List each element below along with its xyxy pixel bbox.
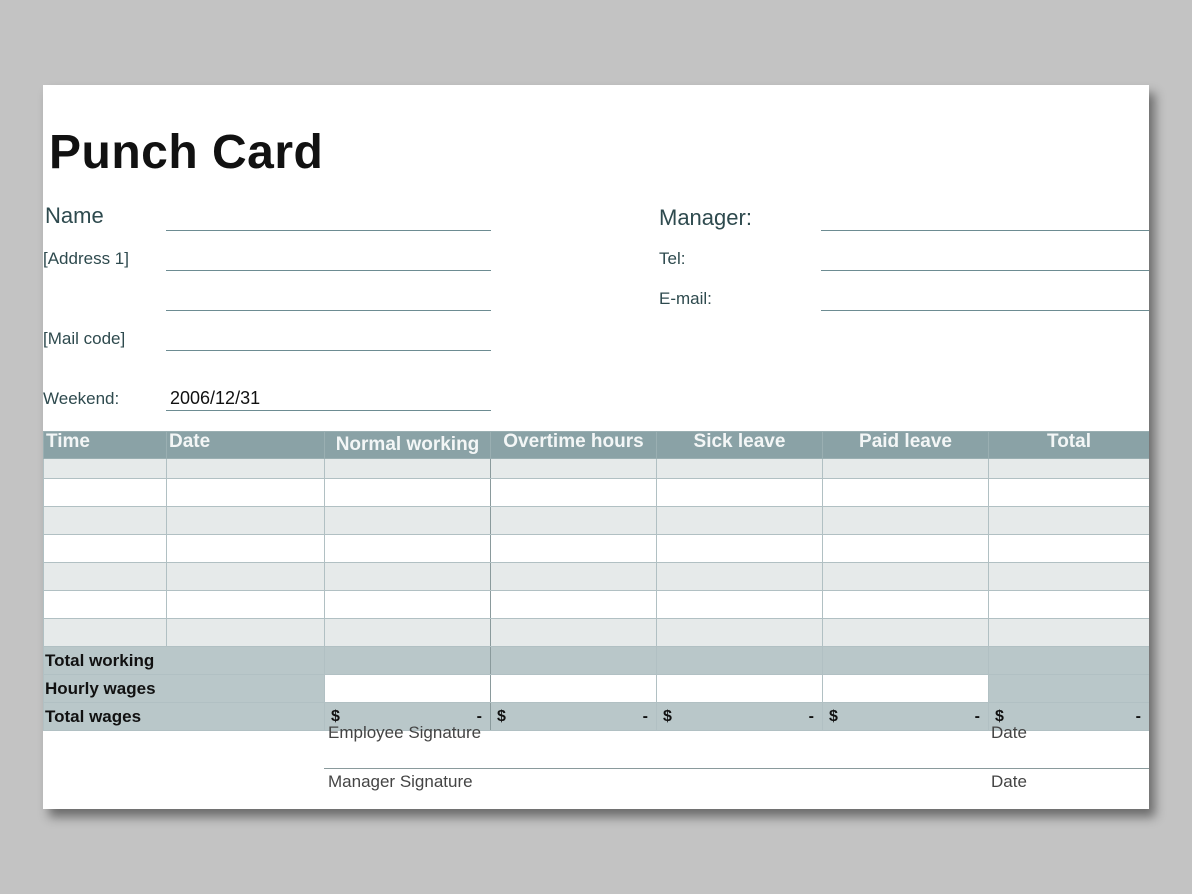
table-cell[interactable] — [325, 563, 491, 591]
weekend-field-line — [166, 410, 491, 411]
email-field[interactable] — [821, 310, 1149, 311]
table-cell[interactable] — [989, 535, 1150, 563]
manager-signature-label: Manager Signature — [328, 772, 473, 791]
total-wages-row — [44, 703, 1150, 731]
col-header-total: Total — [989, 432, 1150, 459]
table-cell[interactable] — [491, 619, 657, 647]
table-cell[interactable] — [325, 479, 491, 507]
table-cell[interactable] — [823, 535, 989, 563]
total-wages-paid — [823, 703, 989, 731]
total-wages-sick — [657, 703, 823, 731]
table-cell[interactable] — [823, 591, 989, 619]
table-cell[interactable] — [657, 619, 823, 647]
manager-signature-date-label: Date — [991, 772, 1027, 791]
table-cell[interactable] — [325, 507, 491, 535]
table-row — [44, 507, 1150, 535]
punch-table — [43, 431, 1149, 731]
tel-field[interactable] — [821, 270, 1149, 271]
currency-symbol: $ — [497, 707, 506, 725]
punch-card-sheet — [43, 85, 1149, 809]
tel-label: Tel: — [659, 249, 686, 268]
table-cell[interactable] — [491, 563, 657, 591]
table-cell[interactable] — [44, 563, 167, 591]
weekend-label: Weekend: — [43, 389, 120, 408]
address1-label: [Address 1] — [43, 249, 129, 268]
hourly-wages-sick[interactable] — [657, 675, 823, 703]
table-cell[interactable] — [491, 535, 657, 563]
amount-value: - — [1135, 707, 1141, 725]
total-wages-overtime — [491, 703, 657, 731]
email-label: E-mail: — [659, 289, 712, 308]
table-row — [44, 459, 1150, 479]
col-header-sick-leave: Sick leave — [657, 432, 823, 459]
table-cell[interactable] — [167, 479, 325, 507]
col-header-date: Date — [167, 432, 325, 459]
table-cell[interactable] — [989, 507, 1150, 535]
table-cell[interactable] — [989, 619, 1150, 647]
amount-value: - — [476, 707, 482, 725]
table-cell[interactable] — [325, 459, 491, 479]
address1-field[interactable] — [166, 270, 491, 271]
total-working-overtime — [491, 647, 657, 675]
total-working-normal — [325, 647, 491, 675]
total-working-paid — [823, 647, 989, 675]
table-cell[interactable] — [657, 459, 823, 479]
table-cell[interactable] — [44, 591, 167, 619]
table-cell[interactable] — [167, 507, 325, 535]
table-cell[interactable] — [823, 563, 989, 591]
amount-value: - — [808, 707, 814, 725]
table-row — [44, 535, 1150, 563]
hourly-wages-total — [989, 675, 1150, 703]
total-working-row — [44, 647, 1150, 675]
hourly-wages-row — [44, 675, 1150, 703]
mailcode-field[interactable] — [166, 350, 491, 351]
currency-symbol: $ — [829, 707, 838, 725]
table-cell[interactable] — [657, 591, 823, 619]
amount-value: - — [642, 707, 648, 725]
col-header-time: Time — [44, 432, 167, 459]
employee-signature-date-label: Date — [991, 723, 1027, 742]
table-cell[interactable] — [657, 535, 823, 563]
currency-symbol: $ — [331, 707, 340, 725]
weekend-value[interactable]: 2006/12/31 — [170, 388, 261, 408]
table-cell[interactable] — [44, 507, 167, 535]
table-cell[interactable] — [44, 459, 167, 479]
manager-field[interactable] — [821, 230, 1149, 231]
table-cell[interactable] — [657, 479, 823, 507]
table-cell[interactable] — [167, 459, 325, 479]
table-cell[interactable] — [491, 479, 657, 507]
mailcode-label: [Mail code] — [43, 329, 126, 348]
col-header-overtime-hours: Overtime hours — [491, 432, 657, 459]
table-cell[interactable] — [167, 619, 325, 647]
hourly-wages-label: Hourly wages — [44, 675, 325, 703]
table-cell[interactable] — [823, 507, 989, 535]
total-working-sick — [657, 647, 823, 675]
currency-symbol: $ — [663, 707, 672, 725]
table-cell[interactable] — [657, 563, 823, 591]
name-field[interactable] — [166, 230, 491, 231]
table-cell[interactable] — [325, 591, 491, 619]
table-row — [44, 591, 1150, 619]
table-cell[interactable] — [44, 619, 167, 647]
table-cell[interactable] — [491, 591, 657, 619]
table-cell[interactable] — [989, 479, 1150, 507]
total-working-total — [989, 647, 1150, 675]
table-cell[interactable] — [44, 479, 167, 507]
page-title: Punch Card — [49, 126, 324, 179]
address2-field[interactable] — [166, 310, 491, 311]
table-cell[interactable] — [167, 591, 325, 619]
table-header-row — [44, 432, 1150, 459]
table-cell[interactable] — [823, 459, 989, 479]
table-cell[interactable] — [44, 535, 167, 563]
table-row — [44, 479, 1150, 507]
name-label: Name — [45, 203, 104, 228]
table-cell[interactable] — [491, 459, 657, 479]
table-cell[interactable] — [325, 619, 491, 647]
hourly-wages-overtime[interactable] — [491, 675, 657, 703]
currency-symbol: $ — [995, 707, 1004, 725]
col-header-normal-working: Normal working — [325, 432, 491, 459]
table-cell[interactable] — [167, 535, 325, 563]
hourly-wages-paid[interactable] — [823, 675, 989, 703]
table-cell[interactable] — [167, 563, 325, 591]
table-cell[interactable] — [989, 563, 1150, 591]
table-cell[interactable] — [325, 535, 491, 563]
manager-label: Manager: — [659, 205, 752, 230]
total-working-label: Total working — [44, 647, 325, 675]
table-row — [44, 619, 1150, 647]
amount-value: - — [974, 707, 980, 725]
total-wages-label: Total wages — [44, 703, 325, 731]
employee-signature-label: Employee Signature — [328, 723, 482, 742]
table-cell[interactable] — [657, 507, 823, 535]
hourly-wages-normal[interactable] — [325, 675, 491, 703]
table-cell[interactable] — [989, 459, 1150, 479]
table-cell[interactable] — [823, 619, 989, 647]
employee-signature-line[interactable] — [324, 768, 1149, 769]
col-header-paid-leave: Paid leave — [823, 432, 989, 459]
table-cell[interactable] — [491, 507, 657, 535]
table-cell[interactable] — [989, 591, 1150, 619]
table-cell[interactable] — [823, 479, 989, 507]
table-row — [44, 563, 1150, 591]
